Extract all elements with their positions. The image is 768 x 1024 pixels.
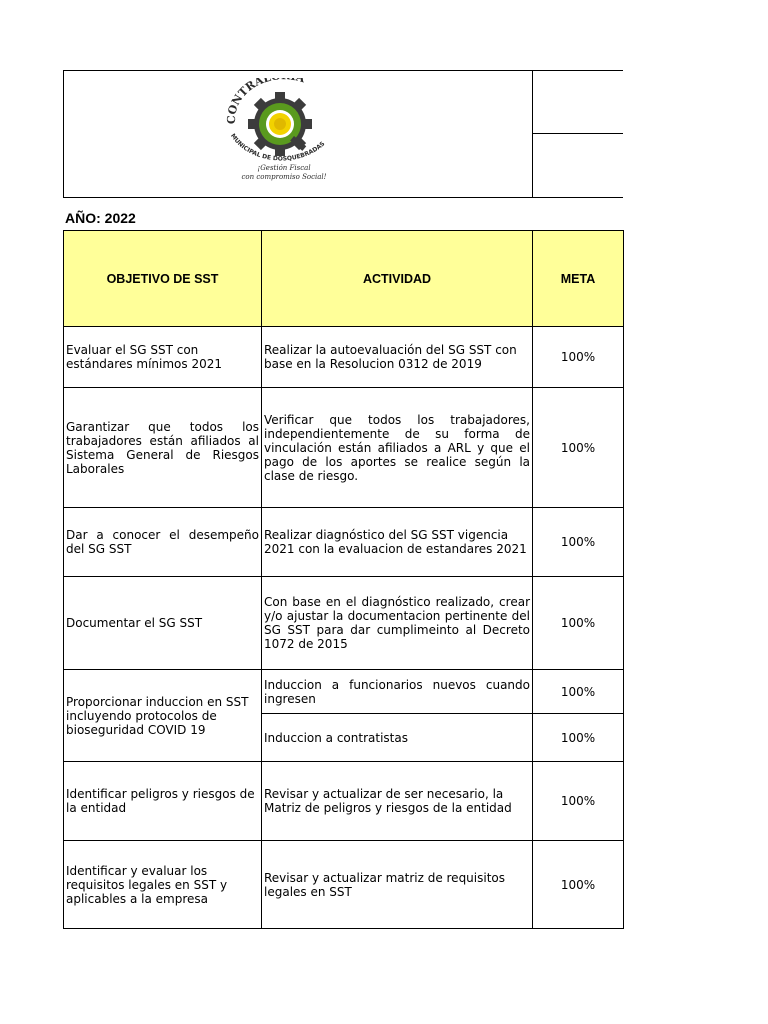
cell-objetivo: Evaluar el SG SST con estándares mínimos 2021: [64, 327, 262, 388]
cell-meta: 100%: [533, 577, 624, 670]
cell-objetivo: Proporcionar induccion en SST incluyendo protocolos de bioseguridad COVID 19: [64, 670, 262, 762]
year-label: AÑO: 2022: [65, 210, 136, 226]
table-row: [64, 762, 624, 841]
table-row: [64, 670, 624, 714]
cell-actividad: Induccion a funcionarios nuevos cuando ingresen: [262, 670, 533, 714]
cell-meta: 100%: [533, 388, 624, 508]
header-objetivo: OBJETIVO DE SST: [64, 231, 262, 327]
logo-slogan-1: ¡Gestión Fiscal: [257, 164, 311, 172]
cell-objetivo: Identificar y evaluar los requisitos legales en SST y aplicables a la empresa: [64, 841, 262, 929]
cell-meta: 100%: [533, 508, 624, 577]
gear-icon: [248, 92, 312, 156]
cell-actividad: Verificar que todos los trabajadores, independientemente de su forma de vinculación están afiliados a ARL y que el pago de los aportes se realice según la clase de riesgo.: [262, 388, 533, 508]
cell-meta: 100%: [533, 714, 624, 762]
logo-slogan-2: con compromiso Social!: [241, 173, 327, 181]
table-row: [64, 388, 624, 508]
cell-meta: 100%: [533, 841, 624, 929]
cell-actividad: Induccion a contratistas: [262, 714, 533, 762]
header-divider: [532, 70, 533, 198]
table-row: [64, 327, 624, 388]
cell-actividad: Realizar diagnóstico del SG SST vigencia 2021 con la evaluacion de estandares 2021: [262, 508, 533, 577]
cell-meta: 100%: [533, 670, 624, 714]
sst-objectives-table: [63, 230, 624, 929]
cell-actividad: Revisar y actualizar matriz de requisitos legales en SST: [262, 841, 533, 929]
cell-actividad: Con base en el diagnóstico realizado, crear y/o ajustar la documentacion pertinente del SG SST para dar cumplimeinto al Decreto 1072 de 2015: [262, 577, 533, 670]
header-divider-horizontal: [533, 133, 623, 134]
cell-objetivo: Garantizar que todos los trabajadores están afiliados al Sistema General de Riesgos Laborales: [64, 388, 262, 508]
cell-meta: 100%: [533, 762, 624, 841]
cell-actividad: Revisar y actualizar de ser necesario, la Matriz de peligros y riesgos de la entidad: [262, 762, 533, 841]
cell-objetivo: Documentar el SG SST: [64, 577, 262, 670]
cell-objetivo: Dar a conocer el desempeño del SG SST: [64, 508, 262, 577]
cell-actividad: Realizar la autoevaluación del SG SST con base en la Resolucion 0312 de 2019: [262, 327, 533, 388]
cell-meta: 100%: [533, 327, 624, 388]
table-header-row: [64, 231, 624, 327]
table-row: [64, 841, 624, 929]
logo-arc-text: CONTRAL: [225, 78, 273, 125]
cell-objetivo: Identificar peligros y riesgos de la entidad: [64, 762, 262, 841]
header-actividad: ACTIVIDAD: [262, 231, 533, 327]
contraloria-logo: [218, 78, 350, 186]
table-row: [64, 577, 624, 670]
logo-lower-text: MUNICIPAL DE DOSQUEBRADAS: [228, 132, 327, 163]
header-meta: META: [533, 231, 624, 327]
table-row: [64, 508, 624, 577]
